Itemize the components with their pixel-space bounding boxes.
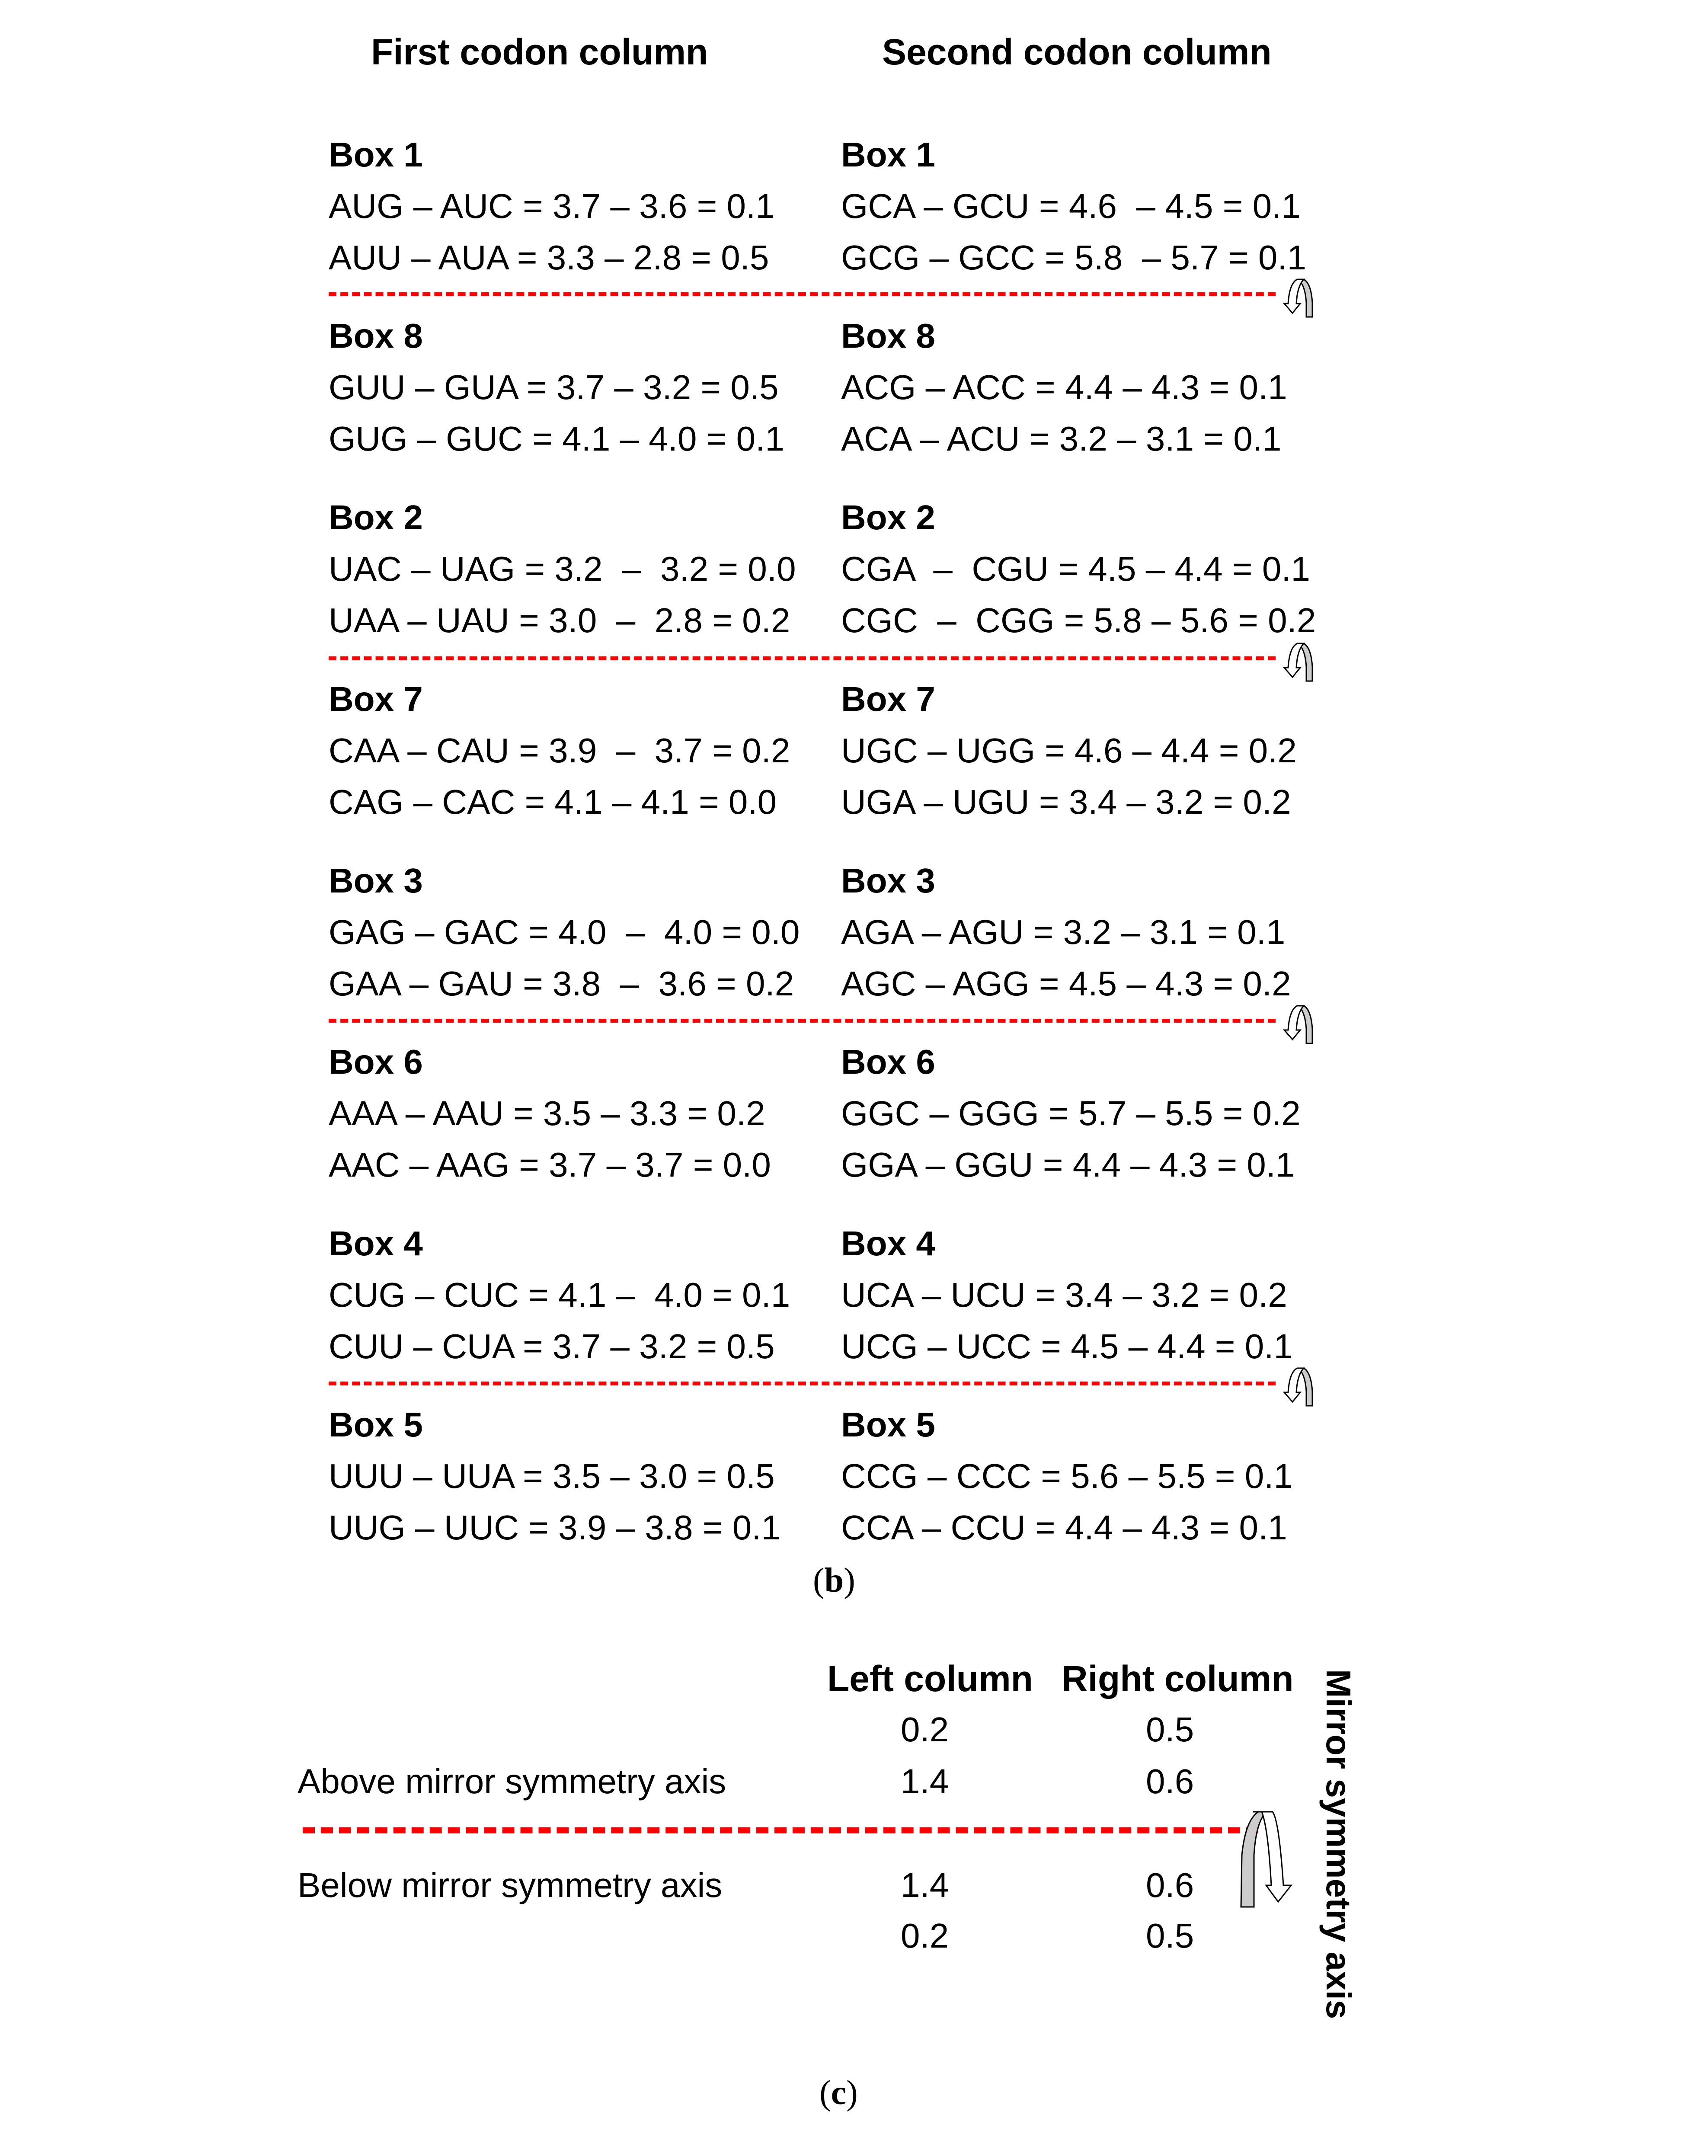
mirror-axis-line [329, 1382, 1276, 1385]
header-second-codon-column: Second codon column [882, 32, 1272, 72]
box-label-left: Box 6 [329, 1043, 423, 1081]
codon-row: CUU – CUA = 3.7 – 3.2 = 0.5 [329, 1327, 775, 1366]
box-label-right: Box 8 [841, 317, 935, 355]
above-axis-label: Above mirror symmetry axis [297, 1762, 726, 1801]
codon-row: CUG – CUC = 4.1 – 4.0 = 0.1 [329, 1276, 790, 1314]
codon-row: CGC – CGG = 5.8 – 5.6 = 0.2 [841, 601, 1316, 640]
codon-row: AUG – AUC = 3.7 – 3.6 = 0.1 [329, 187, 775, 225]
value-left: 1.4 [901, 1762, 949, 1801]
box-label-right: Box 1 [841, 135, 935, 174]
header-first-codon-column: First codon column [371, 32, 708, 72]
codon-row: AUU – AUA = 3.3 – 2.8 = 0.5 [329, 238, 769, 277]
codon-row: ACG – ACC = 4.4 – 4.3 = 0.1 [841, 368, 1287, 406]
box-label-left: Box 3 [329, 861, 423, 900]
fold-arrow-icon [1280, 1366, 1327, 1409]
codon-row: CAA – CAU = 3.9 – 3.7 = 0.2 [329, 731, 790, 770]
codon-row: GGC – GGG = 5.7 – 5.5 = 0.2 [841, 1094, 1301, 1132]
codon-row: AAC – AAG = 3.7 – 3.7 = 0.0 [329, 1145, 771, 1184]
value-left: 1.4 [901, 1866, 949, 1904]
value-right: 0.5 [1146, 1916, 1194, 1955]
box-label-left: Box 7 [329, 680, 423, 718]
fold-arrow-icon [1280, 1003, 1327, 1046]
mirror-axis-line [303, 1827, 1258, 1833]
codon-row: CGA – CGU = 4.5 – 4.4 = 0.1 [841, 550, 1311, 588]
codon-row: UGA – UGU = 3.4 – 3.2 = 0.2 [841, 783, 1291, 821]
codon-row: GCG – GCC = 5.8 – 5.7 = 0.1 [841, 238, 1307, 277]
box-label-right: Box 3 [841, 861, 935, 900]
codon-row: AAA – AAU = 3.5 – 3.3 = 0.2 [329, 1094, 765, 1132]
header-right-column: Right column [1062, 1658, 1294, 1699]
codon-row: CAG – CAC = 4.1 – 4.1 = 0.0 [329, 783, 777, 821]
value-left: 0.2 [901, 1916, 949, 1955]
codon-row: GUG – GUC = 4.1 – 4.0 = 0.1 [329, 419, 784, 458]
box-label-right: Box 7 [841, 680, 935, 718]
box-label-left: Box 1 [329, 135, 423, 174]
box-label-left: Box 4 [329, 1224, 423, 1263]
codon-row: GAA – GAU = 3.8 – 3.6 = 0.2 [329, 964, 794, 1003]
mirror-axis-line [329, 656, 1276, 660]
value-right: 0.5 [1146, 1710, 1194, 1749]
codon-row: UCA – UCU = 3.4 – 3.2 = 0.2 [841, 1276, 1287, 1314]
box-label-left: Box 2 [329, 498, 423, 537]
box-label-left: Box 5 [329, 1405, 423, 1444]
mirror-axis-vertical-label: Mirror symmetry axis [1319, 1669, 1358, 2019]
mirror-axis-line [329, 292, 1276, 296]
codon-row: CCA – CCU = 4.4 – 4.3 = 0.1 [841, 1508, 1287, 1547]
codon-row: AGC – AGG = 4.5 – 4.3 = 0.2 [841, 964, 1291, 1003]
codon-row: GAG – GAC = 4.0 – 4.0 = 0.0 [329, 913, 800, 951]
codon-row: GCA – GCU = 4.6 – 4.5 = 0.1 [841, 187, 1301, 225]
codon-row: UUG – UUC = 3.9 – 3.8 = 0.1 [329, 1508, 780, 1547]
value-right: 0.6 [1146, 1762, 1194, 1801]
codon-row: UUU – UUA = 3.5 – 3.0 = 0.5 [329, 1457, 775, 1495]
codon-row: AGA – AGU = 3.2 – 3.1 = 0.1 [841, 913, 1286, 951]
box-label-left: Box 8 [329, 317, 423, 355]
codon-row: UCG – UCC = 4.5 – 4.4 = 0.1 [841, 1327, 1293, 1366]
codon-row: ACA – ACU = 3.2 – 3.1 = 0.1 [841, 419, 1282, 458]
fold-arrow-icon [1280, 641, 1327, 684]
value-right: 0.6 [1146, 1866, 1194, 1904]
box-label-right: Box 5 [841, 1405, 935, 1444]
mirror-axis-line [329, 1019, 1276, 1023]
codon-row: UAA – UAU = 3.0 – 2.8 = 0.2 [329, 601, 790, 640]
value-left: 0.2 [901, 1710, 949, 1749]
codon-row: CCG – CCC = 5.6 – 5.5 = 0.1 [841, 1457, 1293, 1495]
codon-row: UAC – UAG = 3.2 – 3.2 = 0.0 [329, 550, 796, 588]
caption-c: (c) [819, 2074, 858, 2112]
box-label-right: Box 2 [841, 498, 935, 537]
box-label-right: Box 6 [841, 1043, 935, 1081]
codon-row: UGC – UGG = 4.6 – 4.4 = 0.2 [841, 731, 1297, 770]
codon-row: GGA – GGU = 4.4 – 4.3 = 0.1 [841, 1145, 1295, 1184]
fold-arrow-icon [1280, 277, 1327, 320]
fold-arrow-icon [1237, 1803, 1293, 1916]
codon-row: GUU – GUA = 3.7 – 3.2 = 0.5 [329, 368, 779, 406]
box-label-right: Box 4 [841, 1224, 935, 1263]
header-left-column: Left column [827, 1658, 1033, 1699]
caption-b: (b) [813, 1561, 855, 1599]
below-axis-label: Below mirror symmetry axis [297, 1866, 723, 1904]
